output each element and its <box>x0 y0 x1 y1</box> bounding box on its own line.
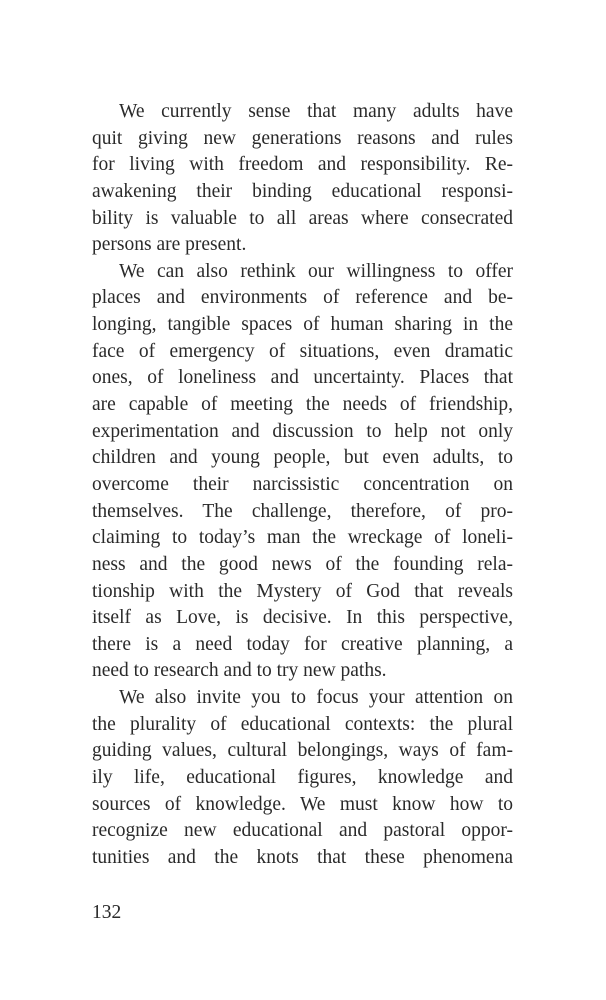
text-line: tionship with the Mystery of God that reveals <box>92 580 513 602</box>
text-line: We can also rethink our willingness to offer <box>119 260 513 282</box>
text-line: itself as Love, is decisive. In this perspective, <box>92 607 513 629</box>
text-line: overcome their narcissistic concentration on <box>92 473 513 495</box>
text-line: experimentation and discussion to help not only <box>92 420 513 442</box>
text-line: guiding values, cultural belongings, ways of fam- <box>92 740 513 762</box>
text-line: bility is valuable to all areas where consecrated <box>92 207 513 229</box>
text-line: quit giving new generations reasons and rules <box>92 127 513 149</box>
text-line: are capable of meeting the needs of friendship, <box>92 394 513 416</box>
text-line: face of emergency of situations, even dramatic <box>92 340 513 362</box>
text-line: the plurality of educational contexts: the plural <box>92 713 513 735</box>
text-line: for living with freedom and responsibility. Re- <box>92 154 513 176</box>
text-line: awakening their binding educational responsi- <box>92 180 513 202</box>
text-line: there is a need today for creative planning, a <box>92 633 513 655</box>
page-number: 132 <box>92 902 122 923</box>
text-line: themselves. The challenge, therefore, of pro- <box>92 500 513 522</box>
paragraph <box>92 99 513 259</box>
text-line: tunities and the knots that these phenomena <box>92 846 513 868</box>
text-line: persons are present. <box>92 234 247 256</box>
text-line: places and environments of reference and be- <box>92 287 513 309</box>
text-line: We currently sense that many adults have <box>119 101 513 122</box>
text-line: children and young people, but even adults, to <box>92 447 513 469</box>
text-line: ily life, educational figures, knowledge and <box>92 767 513 789</box>
text-line: sources of knowledge. We must know how to <box>92 793 513 815</box>
text-line: ones, of loneliness and uncertainty. Places that <box>92 367 513 389</box>
text-line: claiming to today’s man the wreckage of loneli- <box>92 527 513 549</box>
paragraph <box>92 259 513 685</box>
text-line: need to research and to try new paths. <box>92 660 387 682</box>
paragraph <box>92 685 513 871</box>
text-line: longing, tangible spaces of human sharing in the <box>92 314 513 336</box>
text-line: ness and the good news of the founding rela- <box>92 553 513 575</box>
page-body-text <box>92 99 513 872</box>
text-line: recognize new educational and pastoral oppor- <box>92 820 513 842</box>
text-line: We also invite you to focus your attention on <box>119 687 513 709</box>
